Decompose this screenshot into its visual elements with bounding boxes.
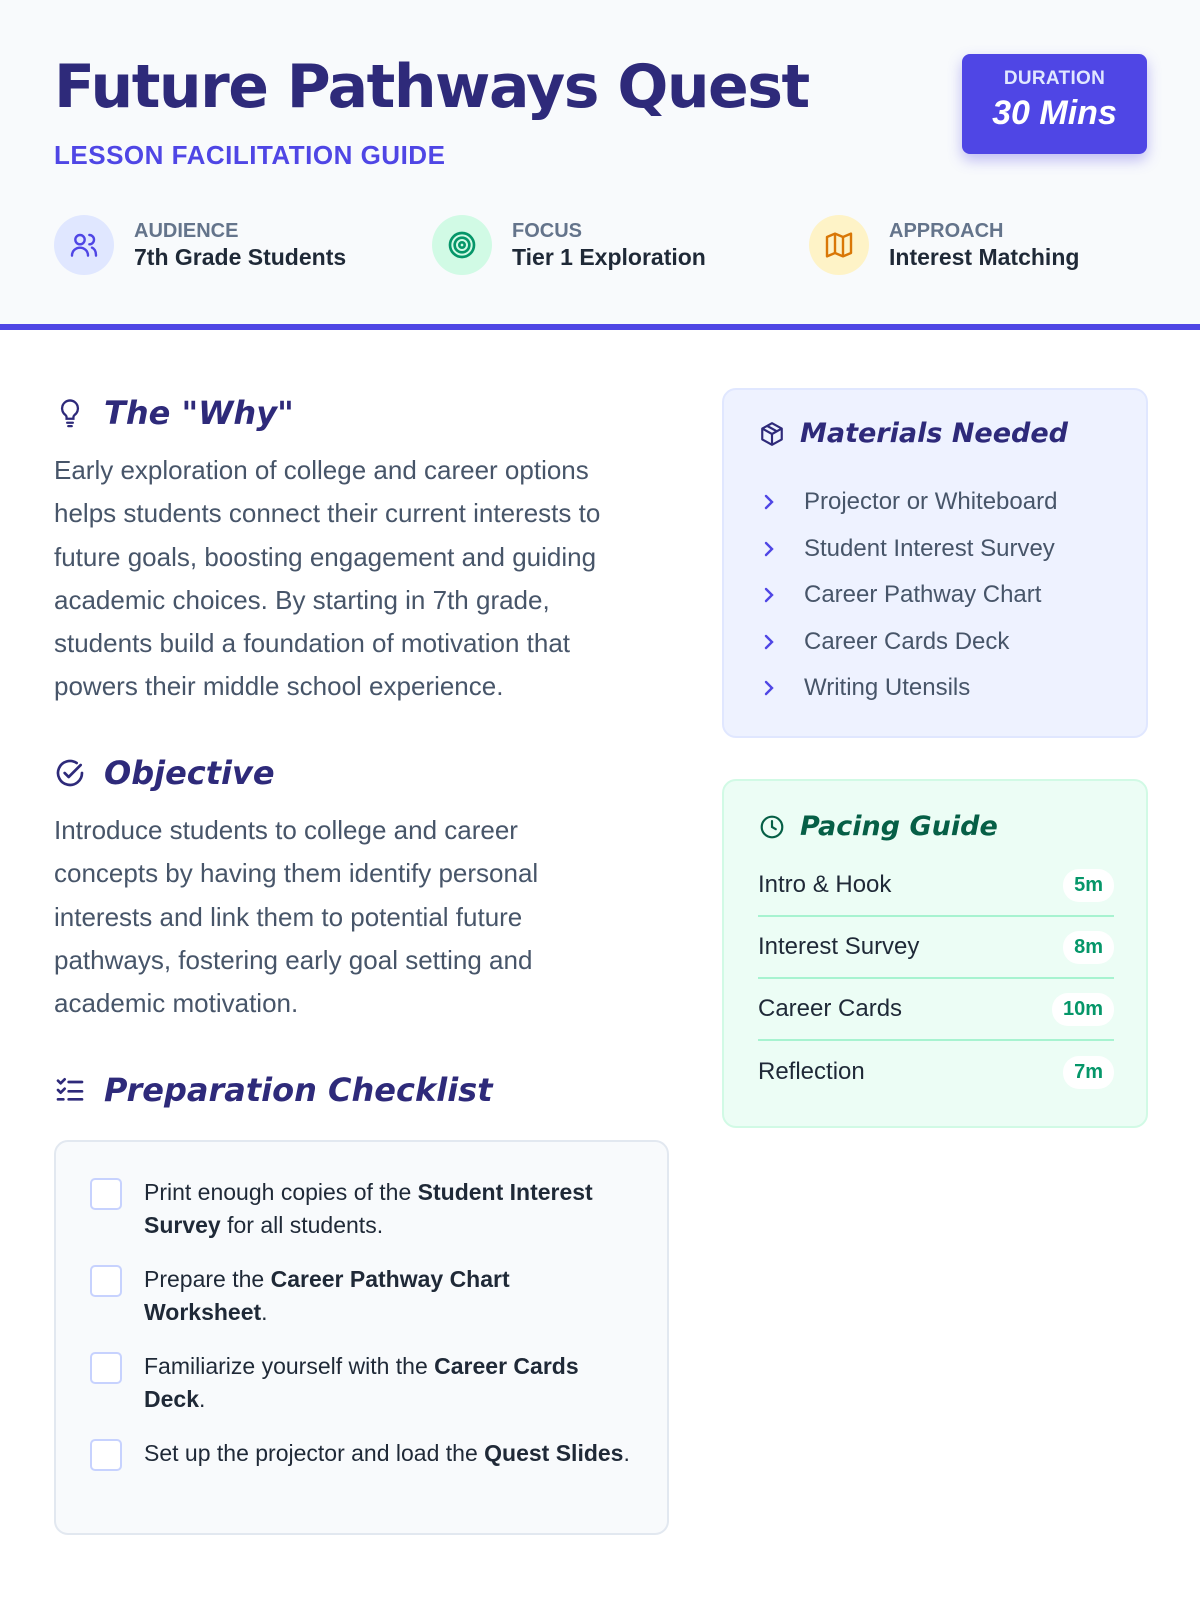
paragraph-line: future goals, boosting engagement and guiding	[54, 541, 597, 572]
page-subtitle: LESSON FACILITATION GUIDE	[54, 140, 446, 170]
checklist-item-text: Print enough copies of the Student Interest Survey for all students.	[144, 1179, 593, 1238]
pacing-row	[758, 855, 1114, 917]
why-paragraph	[54, 449, 674, 709]
chevron-right-icon	[762, 586, 782, 604]
meta-value: Tier 1 Exploration	[512, 244, 706, 270]
checklist-heading	[54, 1071, 493, 1109]
meta-label: FOCUS	[512, 220, 582, 242]
chevron-right-icon	[762, 633, 782, 651]
chevron-right-icon	[762, 493, 782, 511]
meta-value: Interest Matching	[889, 244, 1080, 270]
materials-card	[722, 388, 1148, 738]
checkbox[interactable]	[90, 1439, 122, 1471]
clock-icon	[758, 813, 786, 841]
material-label: Projector or Whiteboard	[804, 488, 1058, 515]
checklist-item	[90, 1263, 634, 1329]
materials-heading-text: Materials Needed	[800, 418, 1069, 449]
lesson-header	[0, 0, 1200, 330]
checklist-item	[90, 1350, 634, 1416]
meta-label: APPROACH	[889, 220, 1004, 242]
pacing-row	[758, 1041, 1114, 1103]
paragraph-line: interests and link them to potential future	[54, 901, 523, 932]
list-item	[762, 580, 1041, 610]
duration-label: DURATION	[1003, 68, 1106, 89]
objective-heading	[54, 754, 275, 792]
meta-label: AUDIENCE	[134, 220, 239, 242]
users-icon	[54, 215, 114, 275]
time-badge: 8m	[1063, 931, 1114, 964]
page-title: Future Pathways Quest	[54, 52, 809, 122]
checkbox[interactable]	[90, 1352, 122, 1384]
checklist-item-text: Set up the projector and load the Quest Slides.	[144, 1440, 630, 1466]
why-heading	[54, 394, 294, 432]
pacing-step-label: Interest Survey	[758, 933, 920, 960]
why-heading-text: The "Why"	[104, 394, 294, 432]
objective-paragraph	[54, 809, 674, 1025]
pacing-step-label: Reflection	[758, 1058, 865, 1085]
paragraph-line: academic choices. By starting in 7th grade,	[54, 584, 550, 615]
pacing-step-label: Career Cards	[758, 995, 903, 1022]
checkbox[interactable]	[90, 1178, 122, 1210]
duration-badge	[962, 54, 1147, 154]
package-icon	[758, 420, 786, 448]
list-item	[762, 627, 1009, 657]
material-label: Student Interest Survey	[804, 535, 1055, 562]
paragraph-line: Early exploration of college and career options	[54, 455, 589, 485]
preparation-checklist	[54, 1140, 669, 1535]
paragraph-line: powers their middle school experience.	[54, 671, 504, 702]
duration-value: 30 Mins	[992, 94, 1117, 132]
map-icon	[809, 215, 869, 275]
material-label: Career Cards Deck	[804, 628, 1010, 655]
paragraph-line: Introduce students to college and career	[54, 815, 518, 845]
checklist-item-text: Prepare the Career Pathway Chart Worksheet.	[144, 1266, 510, 1325]
paragraph-line: academic motivation.	[54, 988, 299, 1019]
checklist-item	[90, 1176, 634, 1242]
pacing-card	[722, 779, 1148, 1128]
objective-heading-text: Objective	[104, 754, 275, 792]
list-item	[762, 487, 1057, 517]
material-label: Writing Utensils	[804, 674, 971, 701]
chevron-right-icon	[762, 679, 782, 697]
checklist-item	[90, 1437, 634, 1471]
time-badge: 5m	[1063, 869, 1114, 902]
meta-audience	[54, 215, 346, 275]
checklist-item-text: Familiarize yourself with the Career Cards Deck.	[144, 1353, 579, 1412]
pacing-row	[758, 979, 1114, 1041]
meta-focus	[432, 215, 706, 275]
pacing-heading-text: Pacing Guide	[800, 811, 998, 842]
meta-approach	[809, 215, 1079, 275]
material-label: Career Pathway Chart	[804, 581, 1042, 608]
chevron-right-icon	[762, 540, 782, 558]
list-item	[762, 673, 970, 703]
checkbox[interactable]	[90, 1265, 122, 1297]
paragraph-line: pathways, fostering early goal setting and	[54, 944, 533, 975]
paragraph-line: concepts by having them identify personal	[54, 858, 539, 889]
paragraph-line: helps students connect their current interests to	[54, 498, 601, 529]
pacing-step-label: Intro & Hook	[758, 871, 892, 898]
pacing-row	[758, 917, 1114, 979]
pacing-heading	[758, 811, 998, 842]
paragraph-line: students build a foundation of motivation that	[54, 628, 571, 659]
check-circle-icon	[54, 757, 86, 789]
lightbulb-icon	[54, 397, 86, 429]
list-item	[762, 534, 1055, 564]
checklist-heading-text: Preparation Checklist	[104, 1071, 493, 1109]
time-badge: 7m	[1063, 1056, 1114, 1089]
target-icon	[432, 215, 492, 275]
time-badge: 10m	[1052, 993, 1114, 1026]
list-checks-icon	[54, 1074, 86, 1106]
materials-heading	[758, 418, 1068, 449]
meta-value: 7th Grade Students	[134, 244, 347, 270]
